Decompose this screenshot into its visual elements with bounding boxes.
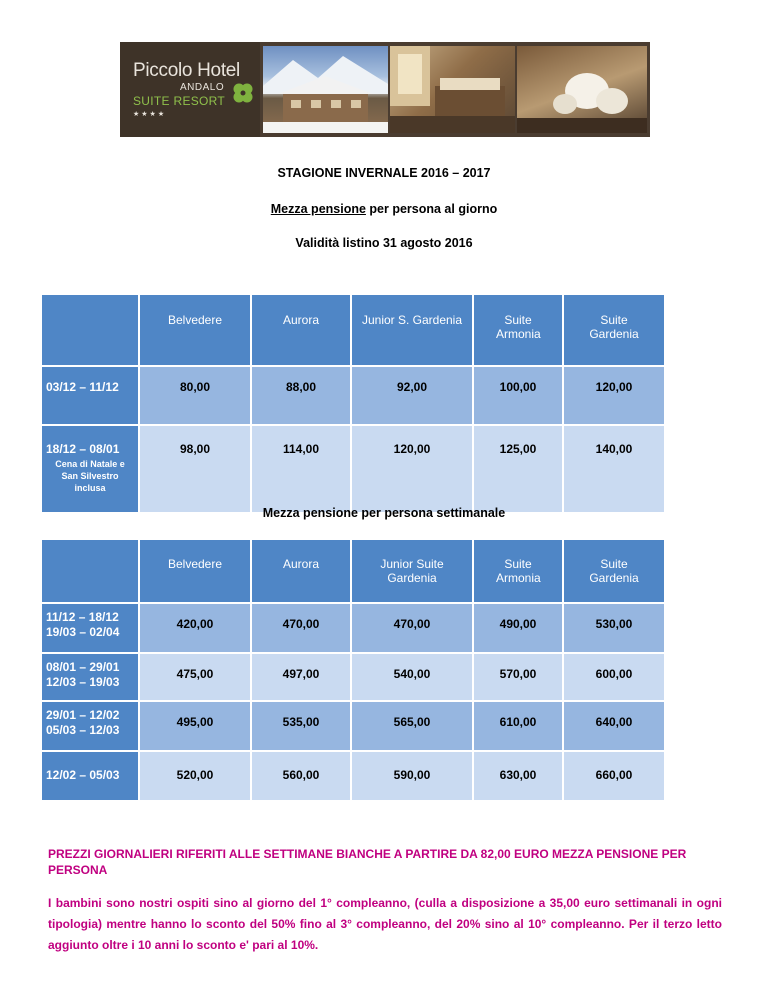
price-cell: 80,00 bbox=[140, 367, 250, 424]
period-cell bbox=[42, 604, 138, 652]
price-cell: 660,00 bbox=[564, 752, 664, 800]
price-cell: 420,00 bbox=[140, 604, 250, 652]
table-row bbox=[42, 367, 664, 424]
price-cell: 470,00 bbox=[352, 604, 472, 652]
children-discount-note: I bambini sono nostri ospiti sino al giorno del 1° compleanno, (culla a disposizione a 35,00 euro settimanali in ogni tipologia) mentre hanno lo sconto del 50% fino al 3° compleanno, del 20% sino al 10° compleanno. Per il terzo letto aggiunto oltre i 10 anni lo sconto e' pari al 10%. bbox=[48, 896, 722, 952]
price-cell: 590,00 bbox=[352, 752, 472, 800]
period-cell bbox=[42, 752, 138, 800]
price-cell: 520,00 bbox=[140, 752, 250, 800]
period-text: 18/12 – 08/01 bbox=[46, 442, 120, 456]
column-header: Aurora bbox=[252, 540, 350, 602]
mountain-hotel-photo bbox=[263, 46, 388, 133]
price-cell: 600,00 bbox=[564, 654, 664, 700]
logo-name: Piccolo Hotel bbox=[133, 60, 240, 81]
column-header: Junior S. Gardenia bbox=[352, 295, 472, 365]
price-cell: 530,00 bbox=[564, 604, 664, 652]
period-note: Cena di Natale e San Silvestro inclusa bbox=[55, 459, 125, 493]
corner-cell bbox=[42, 540, 138, 602]
hotel-banner bbox=[120, 42, 650, 137]
column-header-text: Suite Armonia bbox=[496, 557, 541, 585]
price-cell: 630,00 bbox=[474, 752, 562, 800]
price-cell: 610,00 bbox=[474, 702, 562, 750]
price-cell: 140,00 bbox=[564, 426, 664, 512]
column-header-text: Suite Armonia bbox=[496, 313, 541, 341]
logo-location: ANDALO bbox=[180, 82, 225, 93]
table-row bbox=[42, 654, 664, 700]
column-header bbox=[352, 540, 472, 602]
daily-subtitle-rest: per persona al giorno bbox=[365, 202, 498, 216]
period-cell bbox=[42, 702, 138, 750]
suite-interior-photo bbox=[390, 46, 515, 133]
period-text: 11/12 – 18/12 bbox=[46, 610, 119, 624]
price-cell: 535,00 bbox=[252, 702, 350, 750]
column-header-text: Junior Suite Gardenia bbox=[380, 557, 444, 585]
price-cell: 92,00 bbox=[352, 367, 472, 424]
table-row bbox=[42, 426, 664, 512]
flower-photo bbox=[517, 46, 647, 133]
period-cell bbox=[42, 367, 138, 424]
white-weeks-promo: PREZZI GIORNALIERI RIFERITI ALLE SETTIMANE BIANCHE A PARTIRE DA 82,00 EURO MEZZA PENSIONE PER PERSONA bbox=[48, 847, 687, 877]
column-header: Aurora bbox=[252, 295, 350, 365]
flower-scene bbox=[517, 46, 647, 133]
validity-note: Validità listino 31 agosto 2016 bbox=[295, 236, 473, 250]
price-cell: 490,00 bbox=[474, 604, 562, 652]
price-cell: 570,00 bbox=[474, 654, 562, 700]
column-header-text: Suite Gardenia bbox=[589, 313, 639, 341]
logo-tagline: SUITE RESORT bbox=[133, 94, 226, 108]
weekly-price-table bbox=[40, 538, 666, 802]
price-cell: 560,00 bbox=[252, 752, 350, 800]
daily-price-table bbox=[40, 293, 666, 514]
column-header: Belvedere bbox=[140, 295, 250, 365]
period-text-2: 12/03 – 19/03 bbox=[46, 675, 120, 689]
period-text: 03/12 – 11/12 bbox=[46, 380, 119, 394]
daily-subtitle bbox=[0, 202, 768, 216]
column-header bbox=[474, 540, 562, 602]
corner-cell bbox=[42, 295, 138, 365]
column-header bbox=[474, 295, 562, 365]
price-cell: 120,00 bbox=[352, 426, 472, 512]
price-cell: 114,00 bbox=[252, 426, 350, 512]
period-text-2: 05/03 – 12/03 bbox=[46, 723, 120, 737]
table-row bbox=[42, 752, 664, 800]
price-cell: 640,00 bbox=[564, 702, 664, 750]
price-cell: 88,00 bbox=[252, 367, 350, 424]
price-cell: 475,00 bbox=[140, 654, 250, 700]
price-cell: 120,00 bbox=[564, 367, 664, 424]
period-text: 12/02 – 05/03 bbox=[46, 768, 120, 782]
column-header-text: Suite Gardenia bbox=[589, 557, 639, 585]
table-header-row bbox=[42, 540, 664, 602]
daily-subtitle-underlined: Mezza pensione bbox=[270, 202, 366, 216]
period-text: 08/01 – 29/01 bbox=[46, 660, 120, 674]
price-cell: 540,00 bbox=[352, 654, 472, 700]
clover-icon bbox=[230, 80, 256, 106]
hotel-logo bbox=[120, 42, 260, 137]
table-row bbox=[42, 604, 664, 652]
mountain-scene bbox=[263, 46, 388, 133]
season-title: STAGIONE INVERNALE 2016 – 2017 bbox=[277, 166, 491, 180]
period-cell bbox=[42, 654, 138, 700]
price-cell: 470,00 bbox=[252, 604, 350, 652]
logo-stars: ★★★★ bbox=[133, 111, 167, 118]
weekly-subtitle: Mezza pensione per persona settimanale bbox=[262, 506, 506, 520]
column-header bbox=[564, 295, 664, 365]
period-text-2: 19/03 – 02/04 bbox=[46, 625, 120, 639]
interior-scene bbox=[390, 46, 515, 133]
period-cell bbox=[42, 426, 138, 512]
price-cell: 497,00 bbox=[252, 654, 350, 700]
price-cell: 565,00 bbox=[352, 702, 472, 750]
price-cell: 98,00 bbox=[140, 426, 250, 512]
table-row bbox=[42, 702, 664, 750]
period-text: 29/01 – 12/02 bbox=[46, 708, 120, 722]
price-cell: 100,00 bbox=[474, 367, 562, 424]
column-header bbox=[564, 540, 664, 602]
price-cell: 495,00 bbox=[140, 702, 250, 750]
table-header-row bbox=[42, 295, 664, 365]
price-cell: 125,00 bbox=[474, 426, 562, 512]
column-header: Belvedere bbox=[140, 540, 250, 602]
